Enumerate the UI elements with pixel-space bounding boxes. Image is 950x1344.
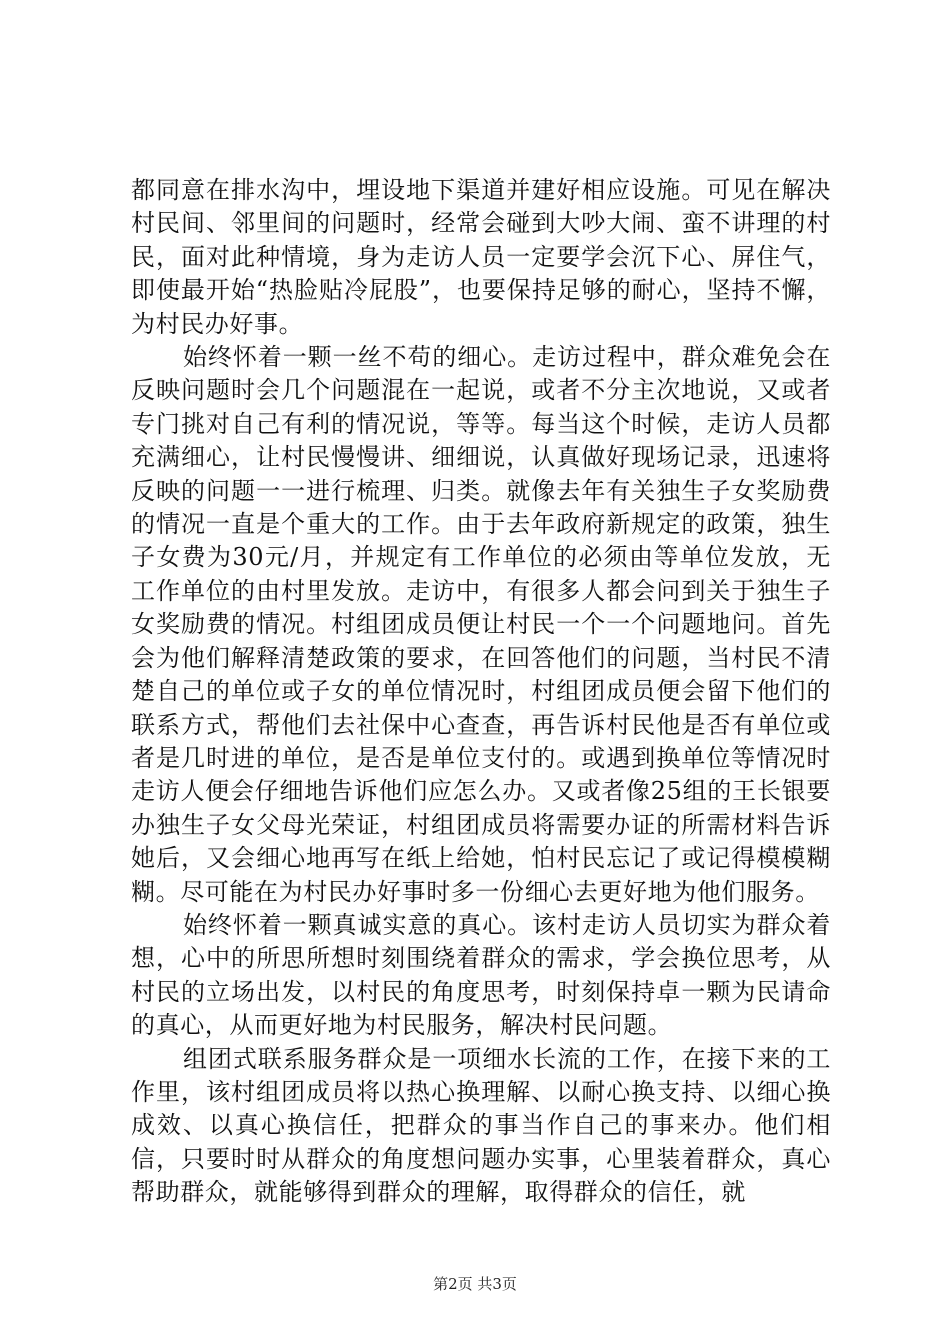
paragraph-3: 始终怀着一颗真诚实意的真心。该村走访人员切实为群众着想，心中的所思所想时刻围绕着群众的需求，学会换位思考，从村民的立场出发，以村民的角度思考，时刻保持卓一颗为民请命的真心，从而更好地为村民服务，解决村民问题。 (131, 910, 831, 1040)
paragraph-4: 组团式联系服务群众是一项细水长流的工作，在接下来的工作里，该村组团成员将以热心换理解、以耐心换支持、以细心换成效、以真心换信任，把群众的事当作自己的事来办。他们相信，只要时时从群众的角度想问题办实事，心里装着群众，真心帮助群众，就能够得到群众的理解，取得群众的信任，就 (131, 1044, 831, 1207)
paragraph-2: 始终怀着一颗一丝不苟的细心。走访过程中，群众难免会在反映问题时会几个问题混在一起说，或者不分主次地说，又或者专门挑对自己有利的情况说，等等。每当这个时候，走访人员都充满细心，让村民慢慢讲、细细说，认真做好现场记录，迅速将反映的问题一一进行梳理、归类。就像去年有关独生子女奖励费的情况一直是个重大的工作。由于去年政府新规定的政策，独生子女费为30元/月，并规定有工作单位的必须由等单位发放，无工作单位的由村里发放。走访中，有很多人都会问到关于独生子女奖励费的情况。村组团成员便让村民一个一个问题地问。首先会为他们解释清楚政策的要求，在回答他们的问题，当村民不清楚自己的单位或子女的单位情况时，村组团成员便会留下他们的联系方式，帮他们去社保中心查查，再告诉村民他是否有单位或者是几时进的单位，是否是单位支付的。或遇到换单位等情况时走访人便会仔细地告诉他们应怎么办。又或者像25组的王长银要办独生子女父母光荣证，村组团成员将需要办证的所需材料告诉她后，又会细心地再写在纸上给她，怕村民忘记了或记得模模糊糊。尽可能在为村民办好事时多一份细心去更好地为他们服务。 (131, 343, 831, 906)
page-number-footer: 第2页 共3页 (433, 1275, 517, 1293)
document-body (131, 174, 831, 1210)
paragraph-1: 都同意在排水沟中，埋设地下渠道并建好相应设施。可见在解决村民间、邻里间的问题时，经常会碰到大吵大闹、蛮不讲理的村民，面对此种情境，身为走访人员一定要学会沉下心、屏住气，即使最开始“热脸贴冷屁股”，也要保持足够的耐心，坚持不懈，为村民办好事。 (131, 176, 831, 338)
